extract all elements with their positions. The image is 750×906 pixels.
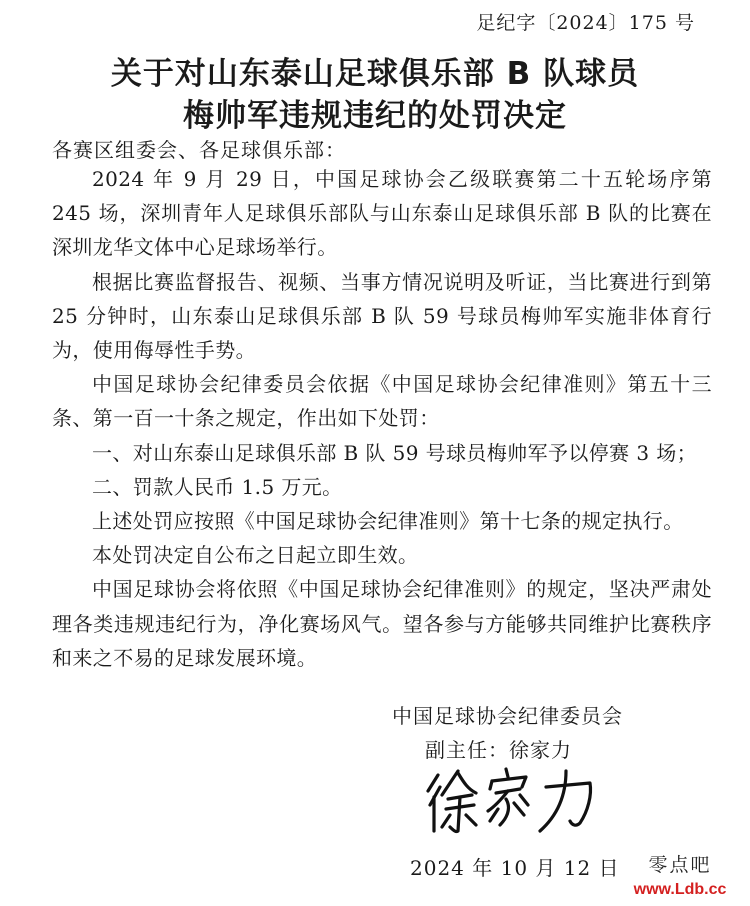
paragraph-penalty-suspension: 一、对山东泰山足球俱乐部 B 队 59 号球员梅帅军予以停赛 3 场； xyxy=(92,440,698,465)
document-title-line-1: 关于对山东泰山足球俱乐部 B 队球员 xyxy=(110,56,640,92)
signing-role: 副主任：徐家力 xyxy=(425,738,572,762)
document-body xyxy=(52,162,712,675)
paragraph-incident: 根据比赛监督报告、视频、当事方情况说明及听证，当比赛进行到第 25 分钟时，山东泰山足球俱乐部 B 队 59 号球员梅帅军实施非体育行为，使用侮辱性手势。 xyxy=(52,269,712,363)
signing-organization: 中国足球协会纪律委员会 xyxy=(392,704,623,728)
handwritten-signature xyxy=(420,765,600,835)
document-title-line-2: 梅帅军违规违纪的处罚决定 xyxy=(183,98,567,134)
paragraph-penalty-fine: 二、罚款人民币 1.5 万元。 xyxy=(92,474,343,499)
watermark-url: www.Ldb.cc xyxy=(633,881,727,898)
paragraph-closing: 中国足球协会将依照《中国足球协会纪律准则》的规定，坚决严肃处理各类违规违纪行为，净化赛场风气。望各参与方能够共同维护比赛秩序和来之不易的足球发展环境。 xyxy=(52,577,712,670)
salutation: 各赛区组委会、各足球俱乐部： xyxy=(52,138,346,162)
document-date: 2024 年 10 月 12 日 xyxy=(410,856,620,880)
paragraph-effective: 本处罚决定自公布之日起立即生效。 xyxy=(92,543,419,568)
site-watermark xyxy=(620,850,740,899)
document-number: 足纪字〔2024〕175 号 xyxy=(476,12,695,34)
paragraph-execution: 上述处罚应按照《中国足球协会纪律准则》第十七条的规定执行。 xyxy=(92,509,684,534)
paragraph-basis: 中国足球协会纪律委员会依据《中国足球协会纪律准则》第五十三条、第一百一十条之规定，作出如下处罚： xyxy=(52,372,712,431)
paragraph-match-info: 2024 年 9 月 29 日，中国足球协会乙级联赛第二十五轮场序第 245 场，深圳青年人足球俱乐部队与山东泰山足球俱乐部 B 队的比赛在深圳龙华文体中心足球场举行。 xyxy=(52,167,712,260)
watermark-text: 零点吧 xyxy=(648,854,712,876)
